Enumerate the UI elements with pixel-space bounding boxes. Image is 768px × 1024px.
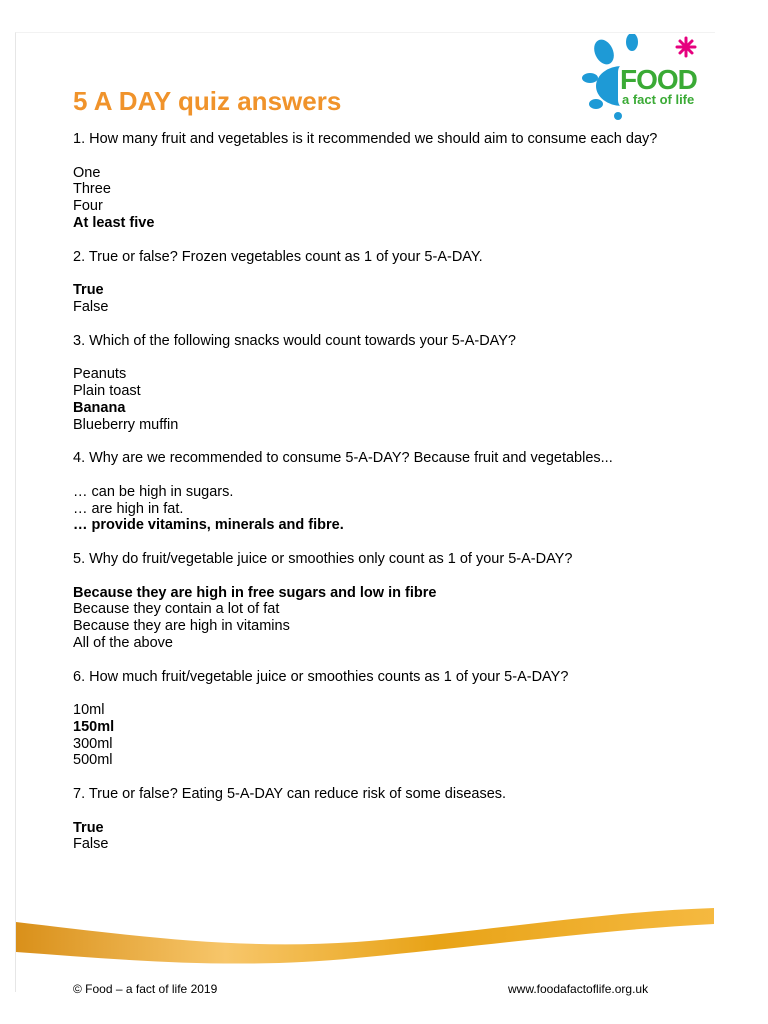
option: … can be high in sugars.	[73, 483, 234, 500]
option: One	[73, 164, 101, 181]
quiz-item-7	[73, 786, 693, 853]
options-list	[73, 585, 693, 652]
question-text: 3. Which of the following snacks would count towards your 5-A-DAY?	[73, 332, 516, 349]
quiz-item-5	[73, 551, 693, 652]
question-text: 4. Why are we recommended to consume 5-A-DAY? Because fruit and vegetables...	[73, 450, 613, 467]
option: Because they contain a lot of fat	[73, 601, 280, 618]
logo-tagline: a fact of life	[622, 92, 695, 107]
footer-website-link[interactable]: www.foodafactoflife.org.uk	[508, 982, 649, 996]
option: … are high in fat.	[73, 500, 184, 517]
quiz-item-6	[73, 669, 693, 770]
option: Three	[73, 181, 111, 198]
quiz-item-3	[73, 333, 693, 434]
correct-option: … provide vitamins, minerals and fibre.	[73, 517, 344, 534]
correct-option: True	[73, 819, 104, 836]
option: 10ml	[73, 702, 105, 719]
options-list	[73, 820, 693, 854]
correct-option: Banana	[73, 399, 126, 416]
question-text: 7. True or false? Eating 5-A-DAY can reduce risk of some diseases.	[73, 786, 507, 803]
quiz-content	[73, 131, 693, 870]
question-text: 5. Why do fruit/vegetable juice or smoothies only count as 1 of your 5-A-DAY?	[73, 550, 573, 567]
correct-option: True	[73, 282, 104, 299]
option: Peanuts	[73, 366, 127, 383]
option: Blueberry muffin	[73, 416, 179, 433]
option: False	[73, 298, 109, 315]
options-list	[73, 366, 693, 433]
options-list	[73, 484, 693, 534]
option: False	[73, 836, 109, 853]
question-text: 1. How many fruit and vegetables is it recommended we should aim to consume each day?	[73, 131, 658, 147]
logo-brand: FOOD	[620, 64, 697, 95]
correct-option: 150ml	[73, 718, 115, 735]
quiz-item-2	[73, 249, 693, 316]
correct-option: At least five	[73, 214, 155, 231]
options-list	[73, 282, 693, 316]
option: Four	[73, 198, 103, 215]
option: 300ml	[73, 735, 113, 752]
quiz-item-4	[73, 450, 693, 534]
option: Plain toast	[73, 382, 141, 399]
options-list	[73, 702, 693, 769]
correct-option: Because they are high in free sugars and low in fibre	[73, 584, 437, 601]
page-title: 5 A DAY quiz answers	[73, 86, 342, 116]
quiz-item-1	[73, 131, 693, 232]
decorative-wave	[16, 900, 714, 972]
option: All of the above	[73, 634, 173, 651]
option: Because they are high in vitamins	[73, 618, 290, 635]
options-list	[73, 165, 693, 232]
question-text: 6. How much fruit/vegetable juice or smoothies counts as 1 of your 5-A-DAY?	[73, 668, 569, 685]
footer-copyright: © Food – a fact of life 2019	[73, 982, 218, 996]
option: 500ml	[73, 752, 113, 769]
question-text: 2. True or false? Frozen vegetables count as 1 of your 5-A-DAY.	[73, 248, 483, 265]
